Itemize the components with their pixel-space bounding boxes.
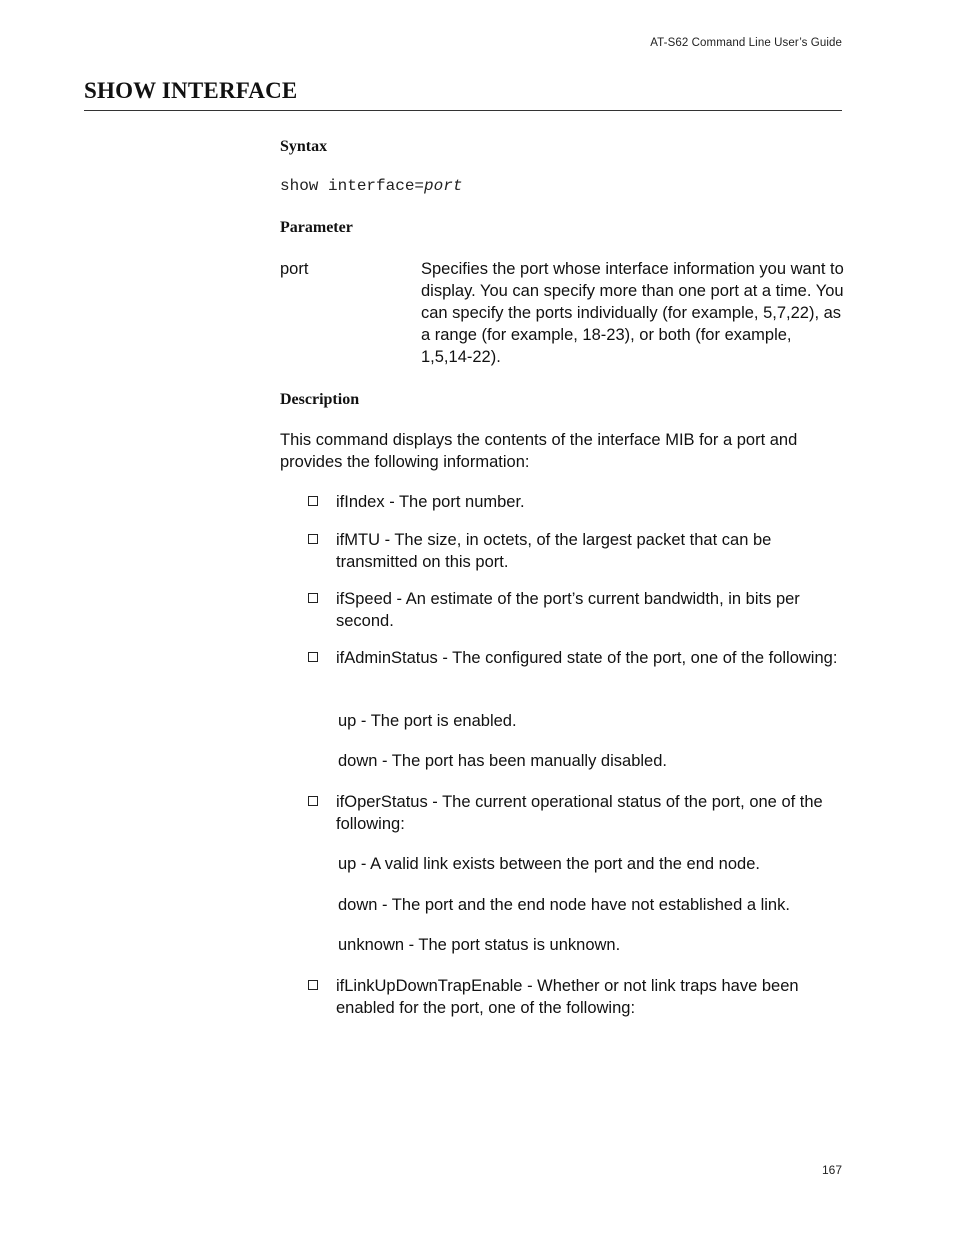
description-intro: This command displays the contents of the interface MIB for a port and provides the following information:: [280, 431, 798, 471]
oper-status-value: down - The port and the end node have not established a link.: [338, 896, 790, 914]
list-item-text: ifSpeed - An estimate of the port’s current bandwidth, in bits per second.: [336, 590, 800, 630]
syntax-heading: Syntax: [280, 138, 328, 155]
syntax-command-text: show interface=: [280, 177, 425, 195]
list-item-text: ifIndex - The port number.: [336, 493, 525, 511]
list-item-text: ifLinkUpDownTrapEnable - Whether or not link traps have been enabled for the port, one of the following:: [336, 977, 799, 1017]
parameter-description: Specifies the port whose interface information you want to display. You can specify more than one port at a time. You can specify the ports individually (for example, 5,7,22), as a range (for example, 18-23), or both (for example, 1,5,14-22).: [421, 260, 844, 366]
checkbox-bullet-icon: [308, 534, 318, 544]
description-heading: Description: [280, 391, 360, 408]
list-item-text: ifMTU - The size, in octets, of the largest packet that can be transmitted on this port.: [336, 531, 772, 571]
checkbox-bullet-icon: [308, 496, 318, 506]
admin-status-value: down - The port has been manually disabled.: [338, 752, 667, 770]
parameter-name: port: [280, 260, 309, 278]
list-item: [308, 647, 848, 669]
checkbox-bullet-icon: [308, 652, 318, 662]
parameter-heading: Parameter: [280, 219, 353, 236]
list-item: [308, 491, 848, 513]
title-rule: [84, 110, 842, 111]
oper-status-value: up - A valid link exists between the port and the end node.: [338, 855, 760, 873]
running-header: AT-S62 Command Line User’s Guide: [650, 37, 842, 49]
list-item: [308, 975, 848, 1019]
oper-status-value: unknown - The port status is unknown.: [338, 936, 621, 954]
checkbox-bullet-icon: [308, 593, 318, 603]
syntax-command: [280, 177, 462, 195]
list-item: [308, 588, 848, 632]
page-number: 167: [821, 1163, 842, 1177]
list-item-text: ifAdminStatus - The configured state of the port, one of the following:: [336, 649, 838, 667]
list-item: [308, 529, 848, 573]
admin-status-value: up - The port is enabled.: [338, 712, 517, 730]
checkbox-bullet-icon: [308, 980, 318, 990]
page-title: SHOW INTERFACE: [84, 78, 298, 103]
list-item-text: ifOperStatus - The current operational status of the port, one of the following:: [336, 793, 823, 833]
list-item: [308, 791, 848, 835]
syntax-argument: port: [424, 177, 463, 195]
checkbox-bullet-icon: [308, 796, 318, 806]
